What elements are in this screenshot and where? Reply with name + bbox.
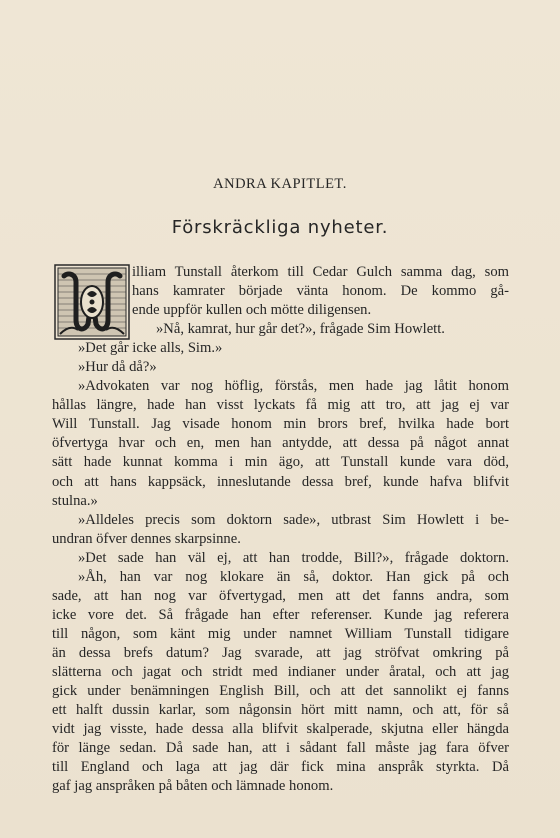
text-line: ett halft dussin karlar, som någonsin hört mitt namn, och att, för så <box>52 702 509 719</box>
text-line: vidt jag visste, hade dessa alla blifvit skalperade, skjutna eller hängda <box>52 721 509 738</box>
text-line: gaf jag anspråken på båten och lämnade honom. <box>52 778 334 795</box>
text-line: »Alldeles precis som doktorn sade», utbrast Sim Howlett i be- <box>78 511 509 528</box>
chapter-label: ANDRA KAPITLET. <box>213 176 347 192</box>
text-line: för länge sedan. Då sade han, att i sådant fall måste jag fara öfver <box>52 740 509 757</box>
text-line: hans kamrater började vänta honom. De kommo gå- <box>132 283 509 300</box>
body-text <box>52 263 509 796</box>
text-line: än dessa brefs datum? Jag svarade, att jag ströfvat omkring på <box>52 644 509 661</box>
text-line: gick under benämningen English Bill, och att det sannolikt ej fanns <box>52 683 509 700</box>
text-line: »Hur då då?» <box>78 359 157 376</box>
text-line: slätterna och jagat och stridt med indianer under åratal, och att jag <box>52 663 509 680</box>
text-line: »Det går icke alls, Sim.» <box>78 340 223 357</box>
chapter-title: Förskräckliga nyheter. <box>171 217 389 238</box>
text-line: öfvertyga hvar och en, men han antydde, att dessa på något annat <box>52 435 509 452</box>
text-line: »Det sade han väl ej, att han trodde, Bill?», frågade doktorn. <box>78 549 509 566</box>
text-line: »Advokaten var nog höflig, förstås, men hade jag låtit honom <box>78 378 509 395</box>
text-line: undran öfver dennes skarpsinne. <box>52 530 241 547</box>
text-line: och att hans kappsäck, inneslutande dessa bref, kunde hafva blifvit <box>52 473 509 490</box>
text-line: Will Tunstall. Jag visade honom min brors bref, hvilka hade bort <box>52 416 509 433</box>
text-line: »Nå, kamrat, hur går det?», frågade Sim Howlett. <box>156 321 445 338</box>
text-line: icke vore det. Så frågade han efter referenser. Kunde jag referera <box>52 606 509 623</box>
text-line: stulna.» <box>52 492 98 509</box>
text-line: ende uppför kullen och mötte diligensen. <box>132 302 372 319</box>
text-line: hållas längre, hade han visst lyckats få mig att tro, att jag ej var <box>52 397 509 414</box>
text-line: sätt hade kunnat komma i min ägo, att Tunstall kunde vara död, <box>52 454 509 471</box>
text-line: illiam Tunstall återkom till Cedar Gulch samma dag, som <box>132 264 509 280</box>
text-line: sade, att han nog var öfvertygad, men att det fanns andra, som <box>52 587 509 604</box>
text-line: till någon, som känt mig under namnet William Tunstall tidigare <box>52 625 509 642</box>
text-line: till England och laga att jag där fick mina anspråk styrkta. Då <box>52 759 509 776</box>
text-line: »Åh, han var nog klokare än så, doktor. Han gick på och <box>78 568 509 585</box>
